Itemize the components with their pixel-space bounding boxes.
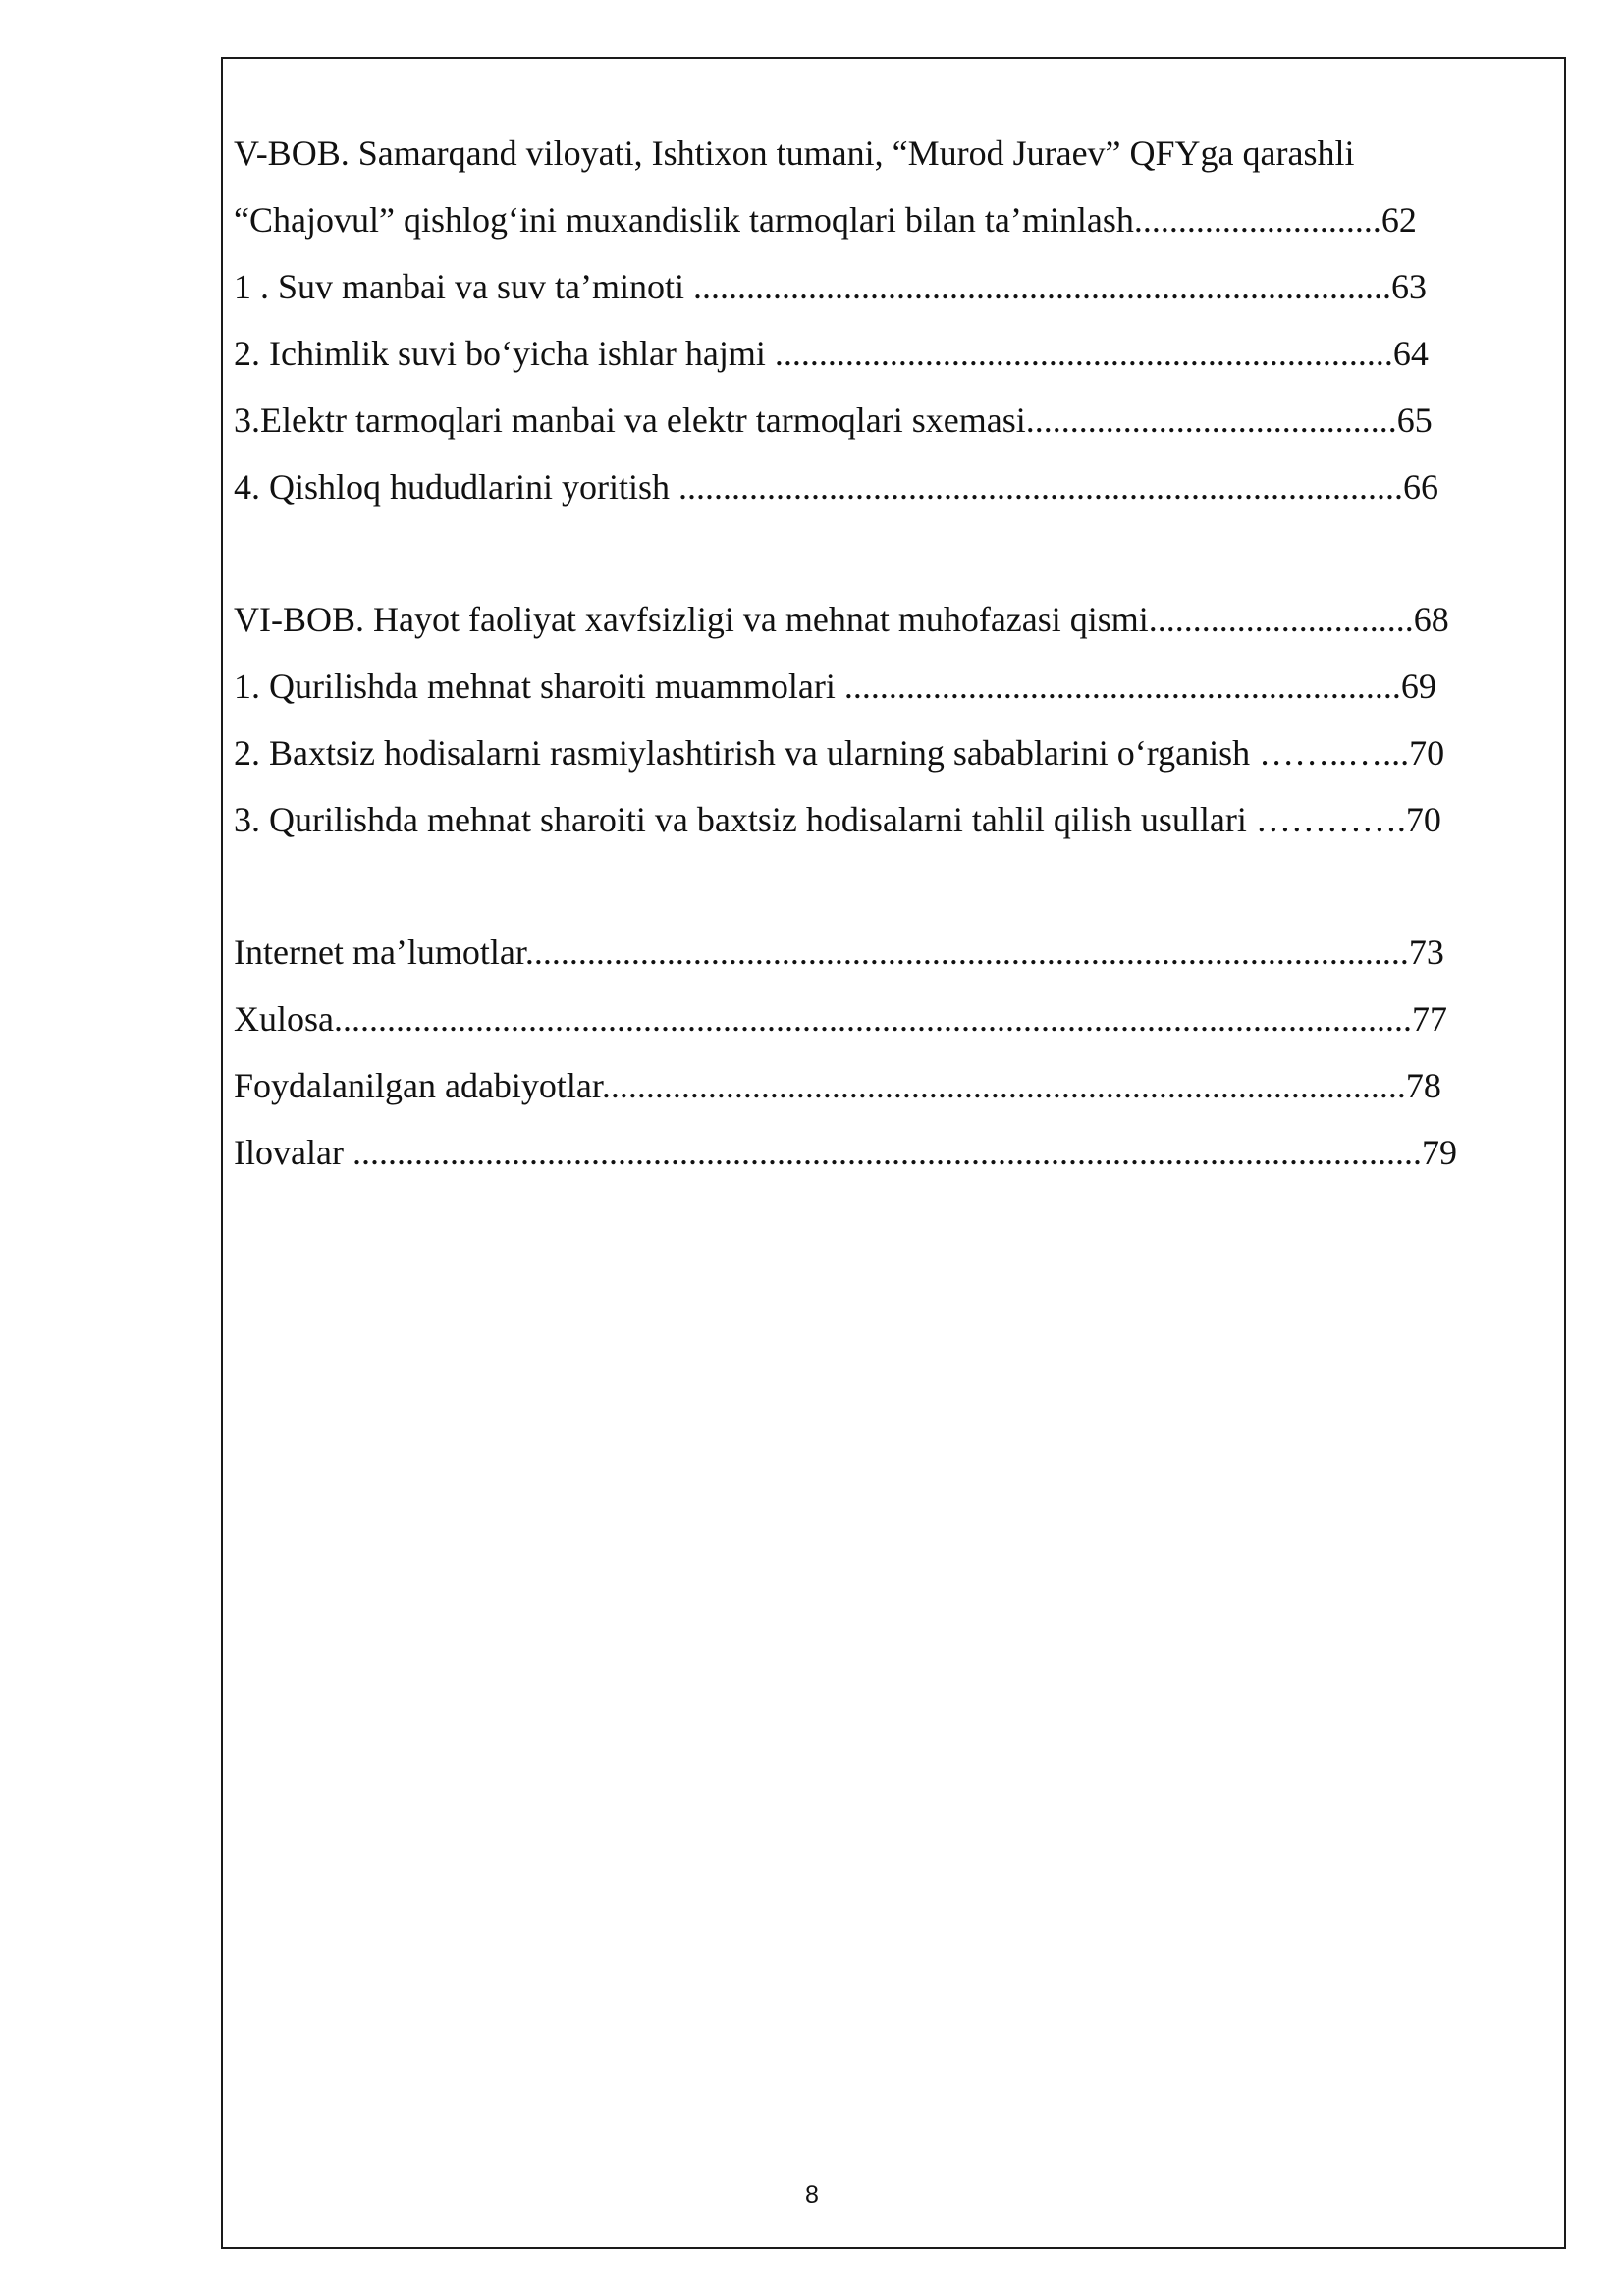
toc-entry-v-1: 1 . Suv manbai va suv ta’minoti ...............................................................................63	[234, 267, 1427, 306]
toc-entry-v-4: 4. Qishloq hududlarini yoritish ..................................................................................66	[234, 467, 1438, 507]
toc-entry-chapter-vi-title: VI-BOB. Hayot faoliyat xavfsizligi va mehnat muhofazasi qismi..............................68	[234, 600, 1449, 639]
toc-entry-chapter-v-title-line-2: “Chajovul” qishlog‘ini muxandislik tarmoqlari bilan ta’minlash............................62	[234, 200, 1417, 240]
toc-section-back-matter	[234, 919, 1561, 1186]
table-of-contents	[234, 120, 1561, 1186]
toc-section-vi	[234, 586, 1561, 853]
toc-entry-appendices: Ilovalar .........................................................................................................................79	[234, 1133, 1457, 1172]
toc-entry-vi-1: 1. Qurilishda mehnat sharoiti muammolari ...............................................................69	[234, 667, 1436, 706]
toc-section-v	[234, 120, 1561, 520]
toc-entry-vi-3: 3. Qurilishda mehnat sharoiti va baxtsiz hodisalarni tahlil qilish usullari ………….70	[234, 800, 1441, 839]
section-spacer	[234, 853, 1561, 919]
toc-entry-conclusion: Xulosa..........................................................................................................................77	[234, 999, 1447, 1039]
toc-entry-chapter-v-title-line-1: V-BOB. Samarqand viloyati, Ishtixon tumani, “Murod Juraev” QFYga qarashli	[234, 133, 1355, 173]
toc-entry-references: Foydalanilgan adabiyotlar...........................................................................................78	[234, 1066, 1441, 1105]
section-spacer	[234, 520, 1561, 586]
toc-entry-vi-2: 2. Baxtsiz hodisalarni rasmiylashtirish va ularning sabablarini o‘rganish ……..…...70	[234, 733, 1445, 773]
toc-entry-internet-sources: Internet ma’lumotlar....................................................................................................73	[234, 933, 1444, 972]
page-number: 8	[805, 2181, 819, 2209]
toc-entry-v-3: 3.Elektr tarmoqlari manbai va elektr tarmoqlari sxemasi..........................................65	[234, 400, 1433, 440]
toc-entry-v-2: 2. Ichimlik suvi bo‘yicha ishlar hajmi ......................................................................64	[234, 334, 1429, 373]
